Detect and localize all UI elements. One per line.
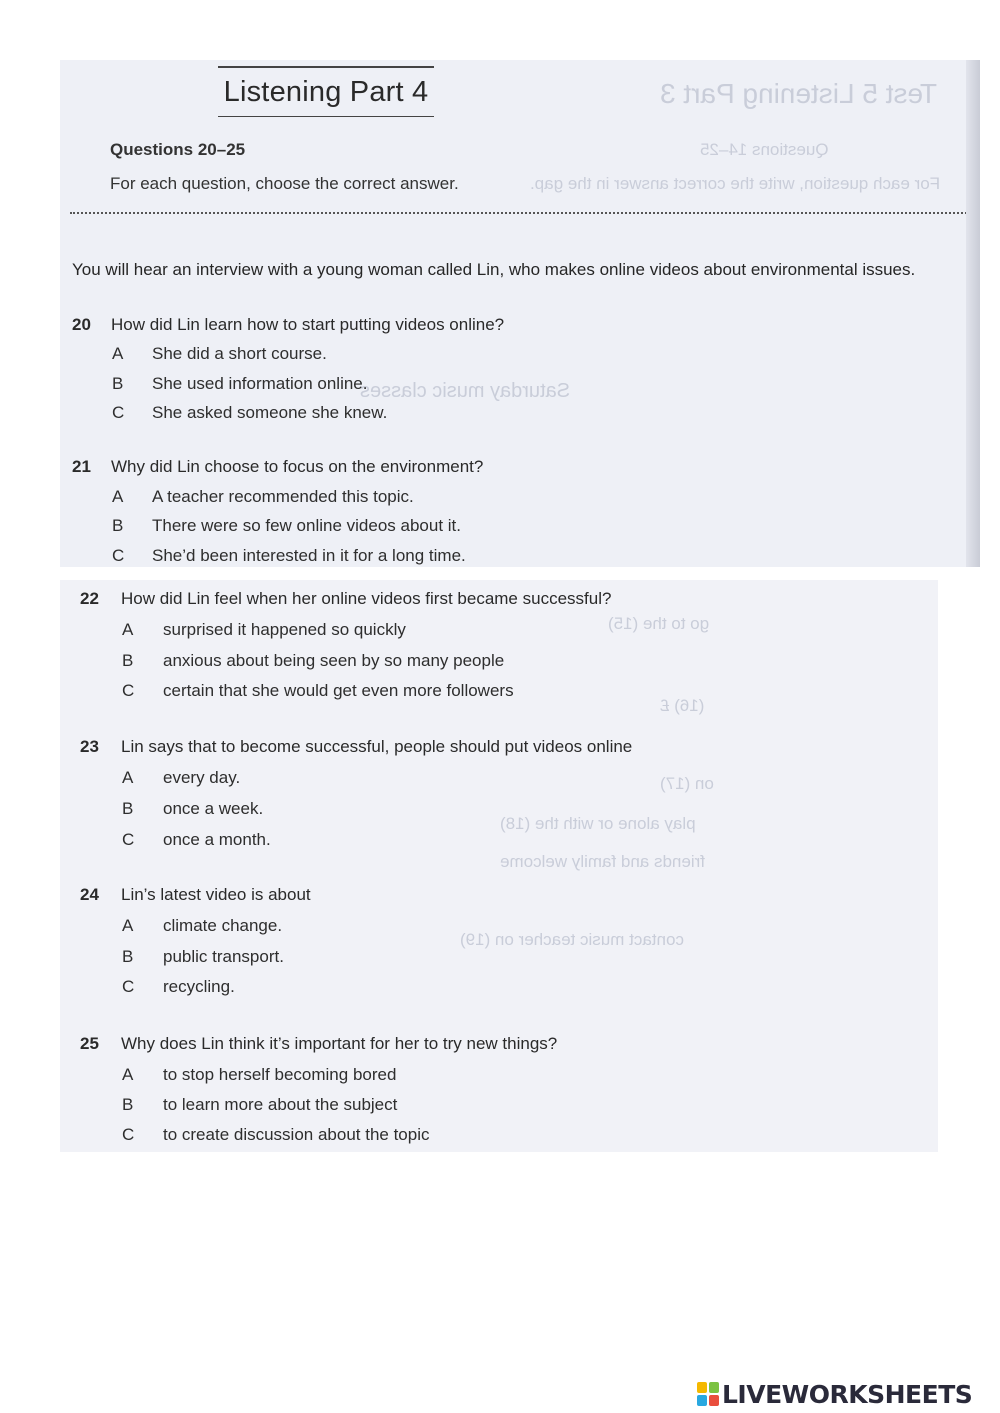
question-text: Why does Lin think it’s important for her to try new things?	[121, 1034, 558, 1053]
option-text: public transport.	[163, 947, 284, 966]
option-letter: A	[112, 344, 124, 363]
bleed-through-text: play alone or with the (18)	[500, 814, 696, 833]
question-number: 23	[80, 737, 99, 756]
bleed-through-text: contact music teacher on (19)	[460, 930, 684, 949]
option-letter: A	[122, 916, 134, 935]
liveworksheets-logo	[697, 1378, 972, 1410]
question-text: How did Lin feel when her online videos first became successful?	[121, 589, 612, 608]
option-text: to stop herself becoming bored	[163, 1065, 397, 1084]
option-letter: C	[112, 403, 125, 422]
question-text: Why did Lin choose to focus on the environment?	[111, 457, 484, 476]
bleed-through-text: go to the (15)	[608, 614, 710, 633]
option-letter: A	[122, 1065, 134, 1084]
worksheet-scan-top	[60, 60, 980, 567]
option-text: A teacher recommended this topic.	[152, 487, 414, 506]
logo-text: LIVEWORKSHEETS	[722, 1379, 973, 1409]
bleed-through-text: (16) £	[660, 696, 705, 715]
instruction-text: For each question, choose the correct answer.	[110, 174, 459, 193]
question-text: Lin says that to become successful, people should put videos online	[121, 737, 633, 756]
worksheet-scan-bottom	[60, 580, 938, 1152]
option-text: There were so few online videos about it.	[152, 516, 462, 535]
option-text: climate change.	[163, 916, 283, 935]
option-text: surprised it happened so quickly	[163, 620, 406, 639]
option-text: anxious about being seen by so many people	[163, 651, 505, 670]
bleed-through-text: Questions 14–25	[700, 140, 829, 159]
question-text: How did Lin learn how to start putting videos online?	[111, 315, 505, 334]
option-text: She did a short course.	[152, 344, 327, 363]
option-letter: B	[122, 1095, 134, 1114]
page-title: Listening Part 4	[218, 66, 434, 117]
bleed-through-text: Test 5 Listening Part 3	[660, 78, 938, 109]
option-letter: C	[112, 546, 125, 565]
option-letter: A	[122, 620, 134, 639]
option-text: every day.	[163, 768, 241, 787]
option-letter: A	[122, 768, 134, 787]
option-text: to learn more about the subject	[163, 1095, 398, 1114]
question-text: Lin’s latest video is about	[121, 885, 311, 904]
question-number: 24	[80, 885, 99, 904]
question-number: 21	[72, 457, 91, 476]
option-letter: B	[122, 799, 134, 818]
option-text: She’d been interested in it for a long time.	[152, 546, 466, 565]
question-number: 22	[80, 589, 99, 608]
bleed-through-text: on (17)	[660, 774, 714, 793]
option-text: once a week.	[163, 799, 264, 818]
intro-text: You will hear an interview with a young woman called Lin, who makes online videos about environmental issues.	[72, 260, 916, 279]
option-letter: B	[122, 651, 134, 670]
option-letter: C	[122, 977, 135, 996]
option-text: She used information online.	[152, 374, 368, 393]
questions-range: Questions 20–25	[110, 140, 246, 159]
option-letter: C	[122, 1125, 135, 1144]
question-number: 20	[72, 315, 91, 334]
option-letter: A	[112, 487, 124, 506]
option-letter: B	[112, 374, 124, 393]
option-text: certain that she would get even more followers	[163, 681, 514, 700]
liveworksheets-logo-icon	[697, 1382, 719, 1406]
option-text: She asked someone she knew.	[152, 403, 388, 422]
bleed-through-text: Saturday music classes	[360, 380, 571, 402]
option-letter: B	[122, 947, 134, 966]
bleed-through-text: friends and family welcome	[500, 852, 706, 871]
option-text: recycling.	[163, 977, 235, 996]
option-letter: B	[112, 516, 124, 535]
dotted-divider	[70, 212, 975, 214]
option-letter: C	[122, 681, 135, 700]
bleed-through-text: For each question, write the correct answer in the gap.	[530, 174, 941, 193]
option-text: once a month.	[163, 830, 271, 849]
option-letter: C	[122, 830, 135, 849]
question-number: 25	[80, 1034, 99, 1053]
option-text: to create discussion about the topic	[163, 1125, 430, 1144]
